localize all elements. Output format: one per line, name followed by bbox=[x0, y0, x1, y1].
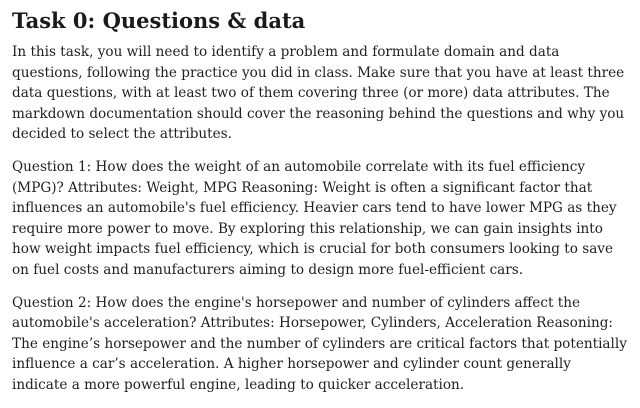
question-1-paragraph: Question 1: How does the weight of an automobile correlate with its fuel efficiency (MPG)? Attributes: Weight, MPG Reasoning: Weight is often a significant factor that influences an automobile's fuel efficiency. Heavier cars tend to have lower MPG as they require more power to move. By exploring this relationship, we can gain insights into how weight impacts fuel efficiency, which is crucial for both consumers looking to save on fuel costs and manufacturers aiming to design more fuel-efficient cars. bbox=[12, 158, 617, 278]
page-title: Task 0: Questions & data bbox=[12, 8, 306, 33]
question-2-paragraph: Question 2: How does the engine's horsepower and number of cylinders affect the automobile's acceleration? Attributes: Horsepower, Cylinders, Acceleration Reasoning: The engine’s horsepower and the number of cylinders are critical factors that potentially influence a car’s acceleration. A higher horsepower and cylinder count generally indicate a more powerful engine, leading to quicker acceleration. bbox=[12, 294, 627, 393]
intro-paragraph: In this task, you will need to identify a problem and formulate domain and data questions, following the practice you did in class. Make sure that you have at least three data questions, with at least two of them covering three (or more) data attributes. The markdown documentation should cover the reasoning behind the questions and why you decided to select the attributes. bbox=[12, 44, 625, 143]
markdown-cell bbox=[12, 6, 628, 408]
